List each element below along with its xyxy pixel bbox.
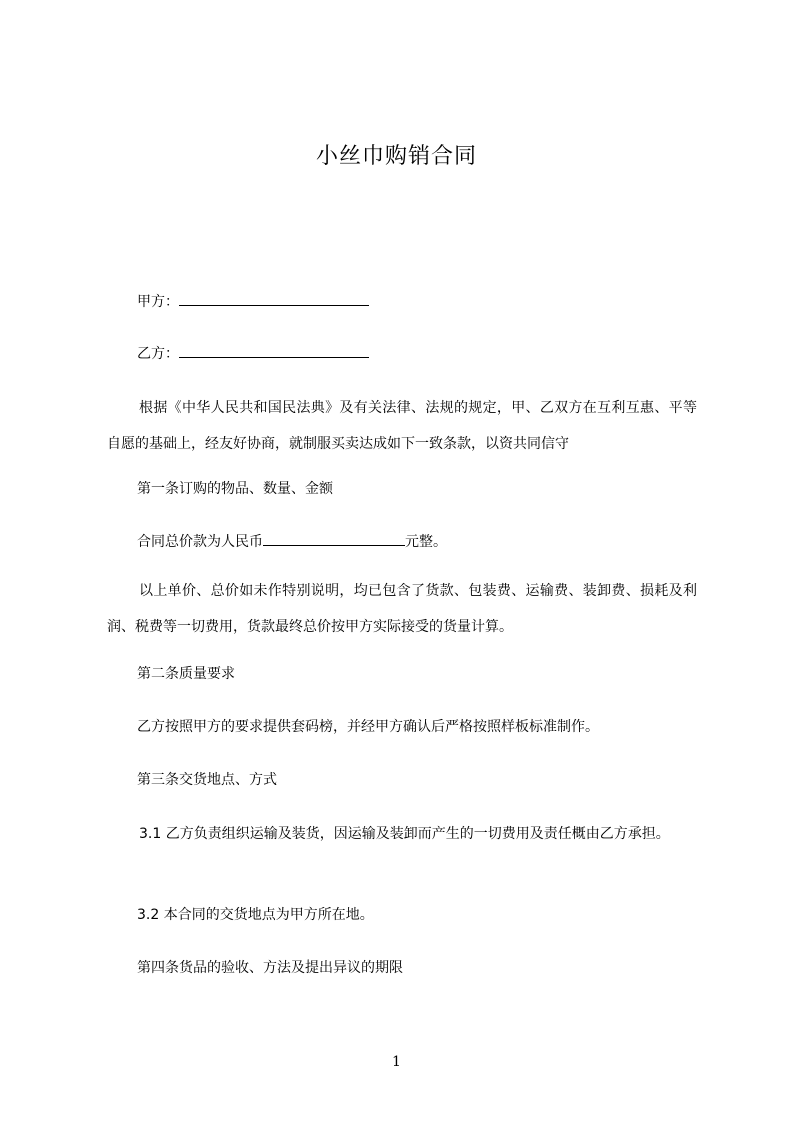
- intro-paragraph: 根据《中华人民共和国民法典》及有关法律、法规的规定，甲、乙双方在互利互惠、平等自愿的基础上，经友好协商，就制服买卖达成如下一致条款，以资共同信守: [107, 400, 697, 452]
- party-a-blank: [179, 291, 369, 306]
- party-a-line: [137, 291, 369, 313]
- article-3-title: 第三条交货地点、方式: [137, 772, 277, 788]
- total-price-line: [137, 531, 447, 553]
- article-2-title: 第二条质量要求: [137, 666, 235, 682]
- total-price-blank: [263, 531, 405, 546]
- price-note-paragraph: 以上单价、总价如未作特别说明，均已包含了货款、包装费、运输费、装卸费、损耗及利润、税费等一切费用，货款最终总价按甲方实际接受的货量计算。: [107, 583, 697, 635]
- party-b-line: [137, 343, 369, 365]
- clause-3-2: 3.2 本合同的交货地点为甲方所在地。: [137, 907, 374, 923]
- total-price-suffix: 元整。: [405, 534, 447, 550]
- quality-text: 乙方按照甲方的要求提供套码榜，并经甲方确认后严格按照样板标准制作。: [137, 719, 599, 735]
- party-b-label: 乙方：: [137, 346, 179, 362]
- party-b-blank: [179, 343, 369, 358]
- clause-3-1-paragraph: 3.1 乙方负责组织运输及装货，因运输及装卸而产生的一切费用及责任概由乙方承担。: [139, 826, 670, 842]
- article-1-title: 第一条订购的物品、数量、金额: [137, 481, 333, 497]
- page-number: 1: [392, 1054, 401, 1070]
- document-title: 小丝巾购销合同: [315, 144, 477, 169]
- article-4-title: 第四条货品的验收、方法及提出异议的期限: [137, 960, 403, 976]
- party-a-label: 甲方：: [137, 294, 179, 310]
- total-price-prefix: 合同总价款为人民币: [137, 534, 263, 550]
